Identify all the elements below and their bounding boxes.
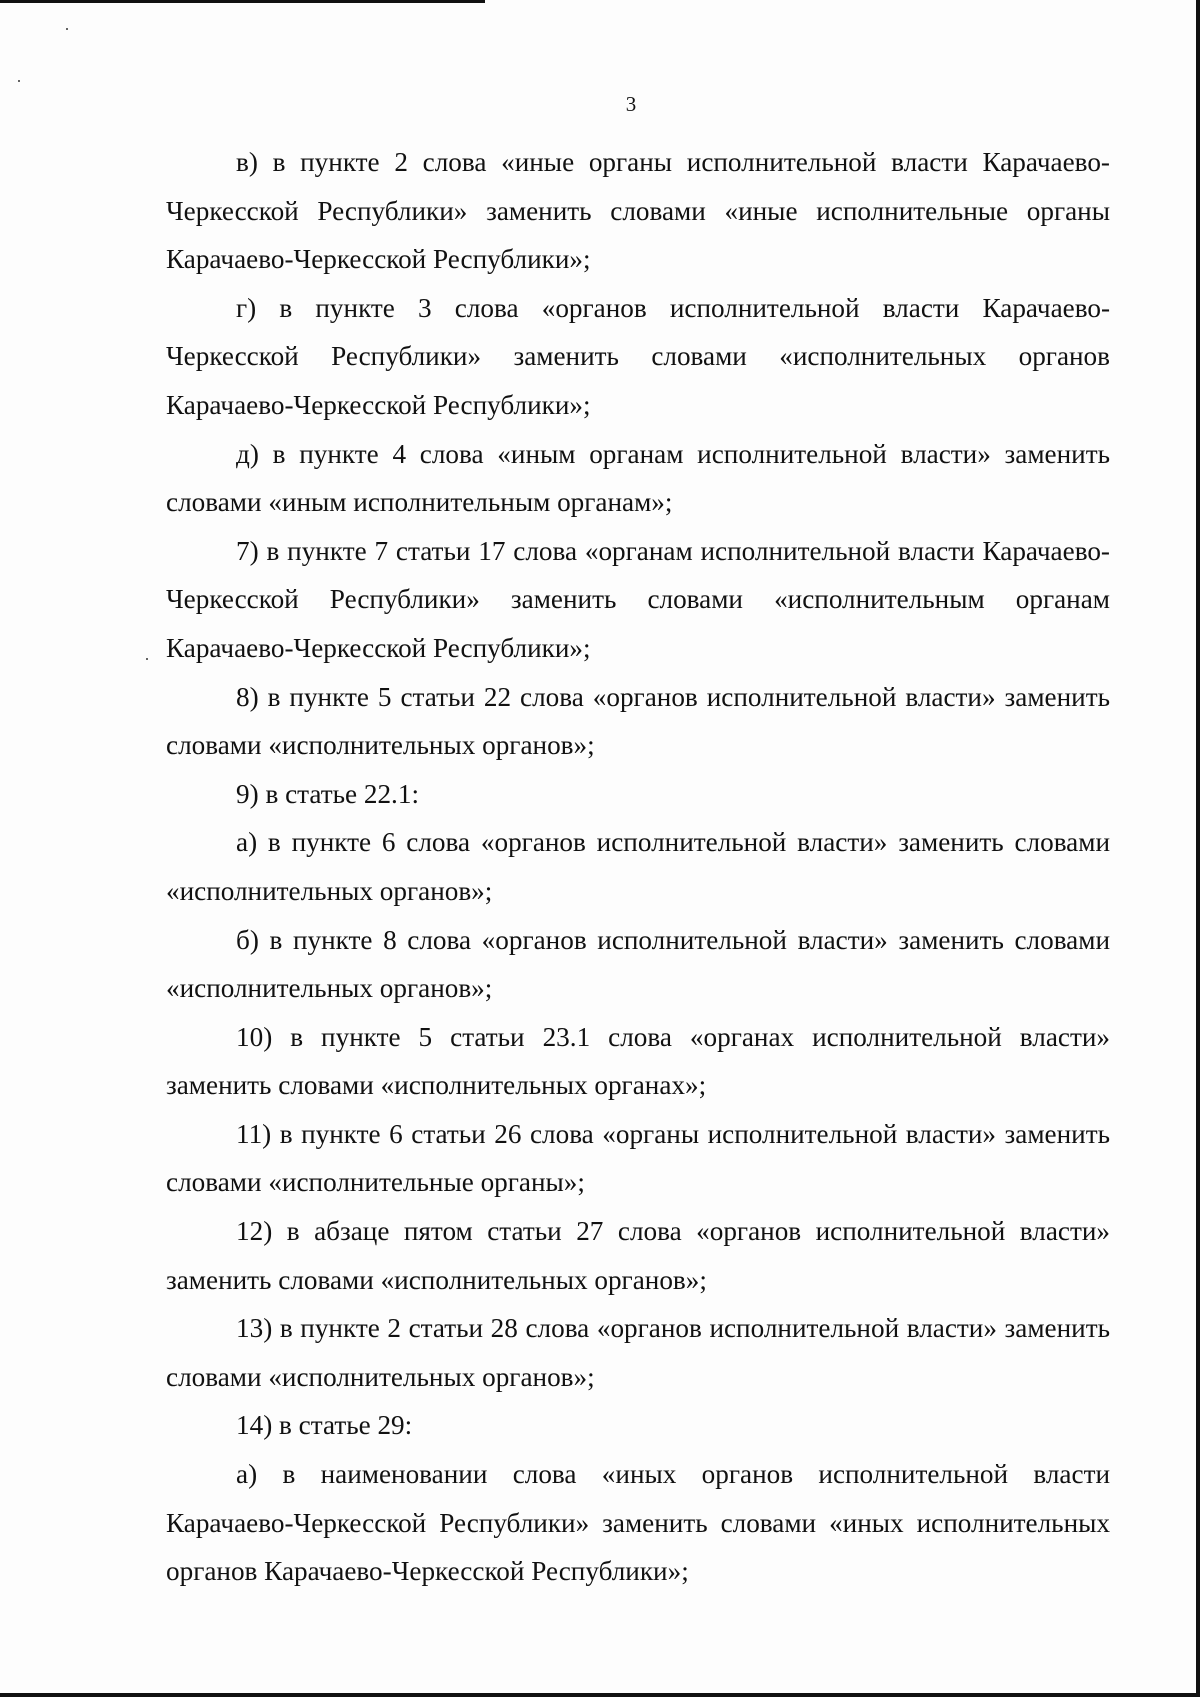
paragraph: а) в наименовании слова «иных органов исполнительной власти Карачаево-Черкесской Республики» заменить словами «иных исполнительных органов Карачаево-Черкесской Республики»; bbox=[166, 1459, 1110, 1587]
scan-edge-bottom bbox=[0, 1693, 1200, 1697]
page-number: 3 bbox=[625, 92, 637, 116]
paragraph: б) в пункте 8 слова «органов исполнительной власти» заменить словами «исполнительных органов»; bbox=[166, 924, 1110, 1004]
paragraph: 9) в статье 22.1: bbox=[236, 778, 419, 809]
scan-speck bbox=[146, 658, 148, 660]
scan-edge-top bbox=[0, 0, 485, 3]
paragraph: в) в пункте 2 слова «иные органы исполнительной власти Карачаево-Черкесской Республики» заменить словами «иные исполнительные органы Карачаево-Черкесской Республики»; bbox=[166, 147, 1110, 275]
paragraph: 13) в пункте 2 статьи 28 слова «органов исполнительной власти» заменить словами «исполнительных органов»; bbox=[166, 1313, 1110, 1392]
document-body bbox=[166, 138, 1110, 1596]
scan-speck bbox=[18, 80, 20, 82]
paragraph: г) в пункте 3 слова «органов исполнительной власти Карачаево-Черкесской Республики» заменить словами «исполнительных органов Карачаево-Черкесской Республики»; bbox=[166, 292, 1110, 420]
paragraph: 11) в пункте 6 статьи 26 слова «органы исполнительной власти» заменить словами «исполнительные органы»; bbox=[166, 1118, 1110, 1198]
paragraph: 10) в пункте 5 статьи 23.1 слова «органах исполнительной власти» заменить словами «исполнительных органах»; bbox=[166, 1021, 1110, 1101]
paragraph: 8) в пункте 5 статьи 22 слова «органов исполнительной власти» заменить словами «исполнительных органов»; bbox=[166, 681, 1110, 761]
paragraph: 7) в пункте 7 статьи 17 слова «органам исполнительной власти Карачаево-Черкесской Республики» заменить словами «исполнительным органам Карачаево-Черкесской Республики»; bbox=[166, 535, 1110, 663]
scan-speck bbox=[66, 28, 68, 30]
scan-edge-right bbox=[1196, 0, 1200, 1697]
paragraph: 12) в абзаце пятом статьи 27 слова «органов исполнительной власти» заменить словами «исполнительных органов»; bbox=[166, 1216, 1110, 1295]
paragraph: а) в пункте 6 слова «органов исполнительной власти» заменить словами «исполнительных органов»; bbox=[166, 827, 1110, 906]
paragraph: 14) в статье 29: bbox=[236, 1410, 413, 1441]
paragraph: д) в пункте 4 слова «иным органам исполнительной власти» заменить словами «иным исполнительным органам»; bbox=[166, 438, 1110, 518]
